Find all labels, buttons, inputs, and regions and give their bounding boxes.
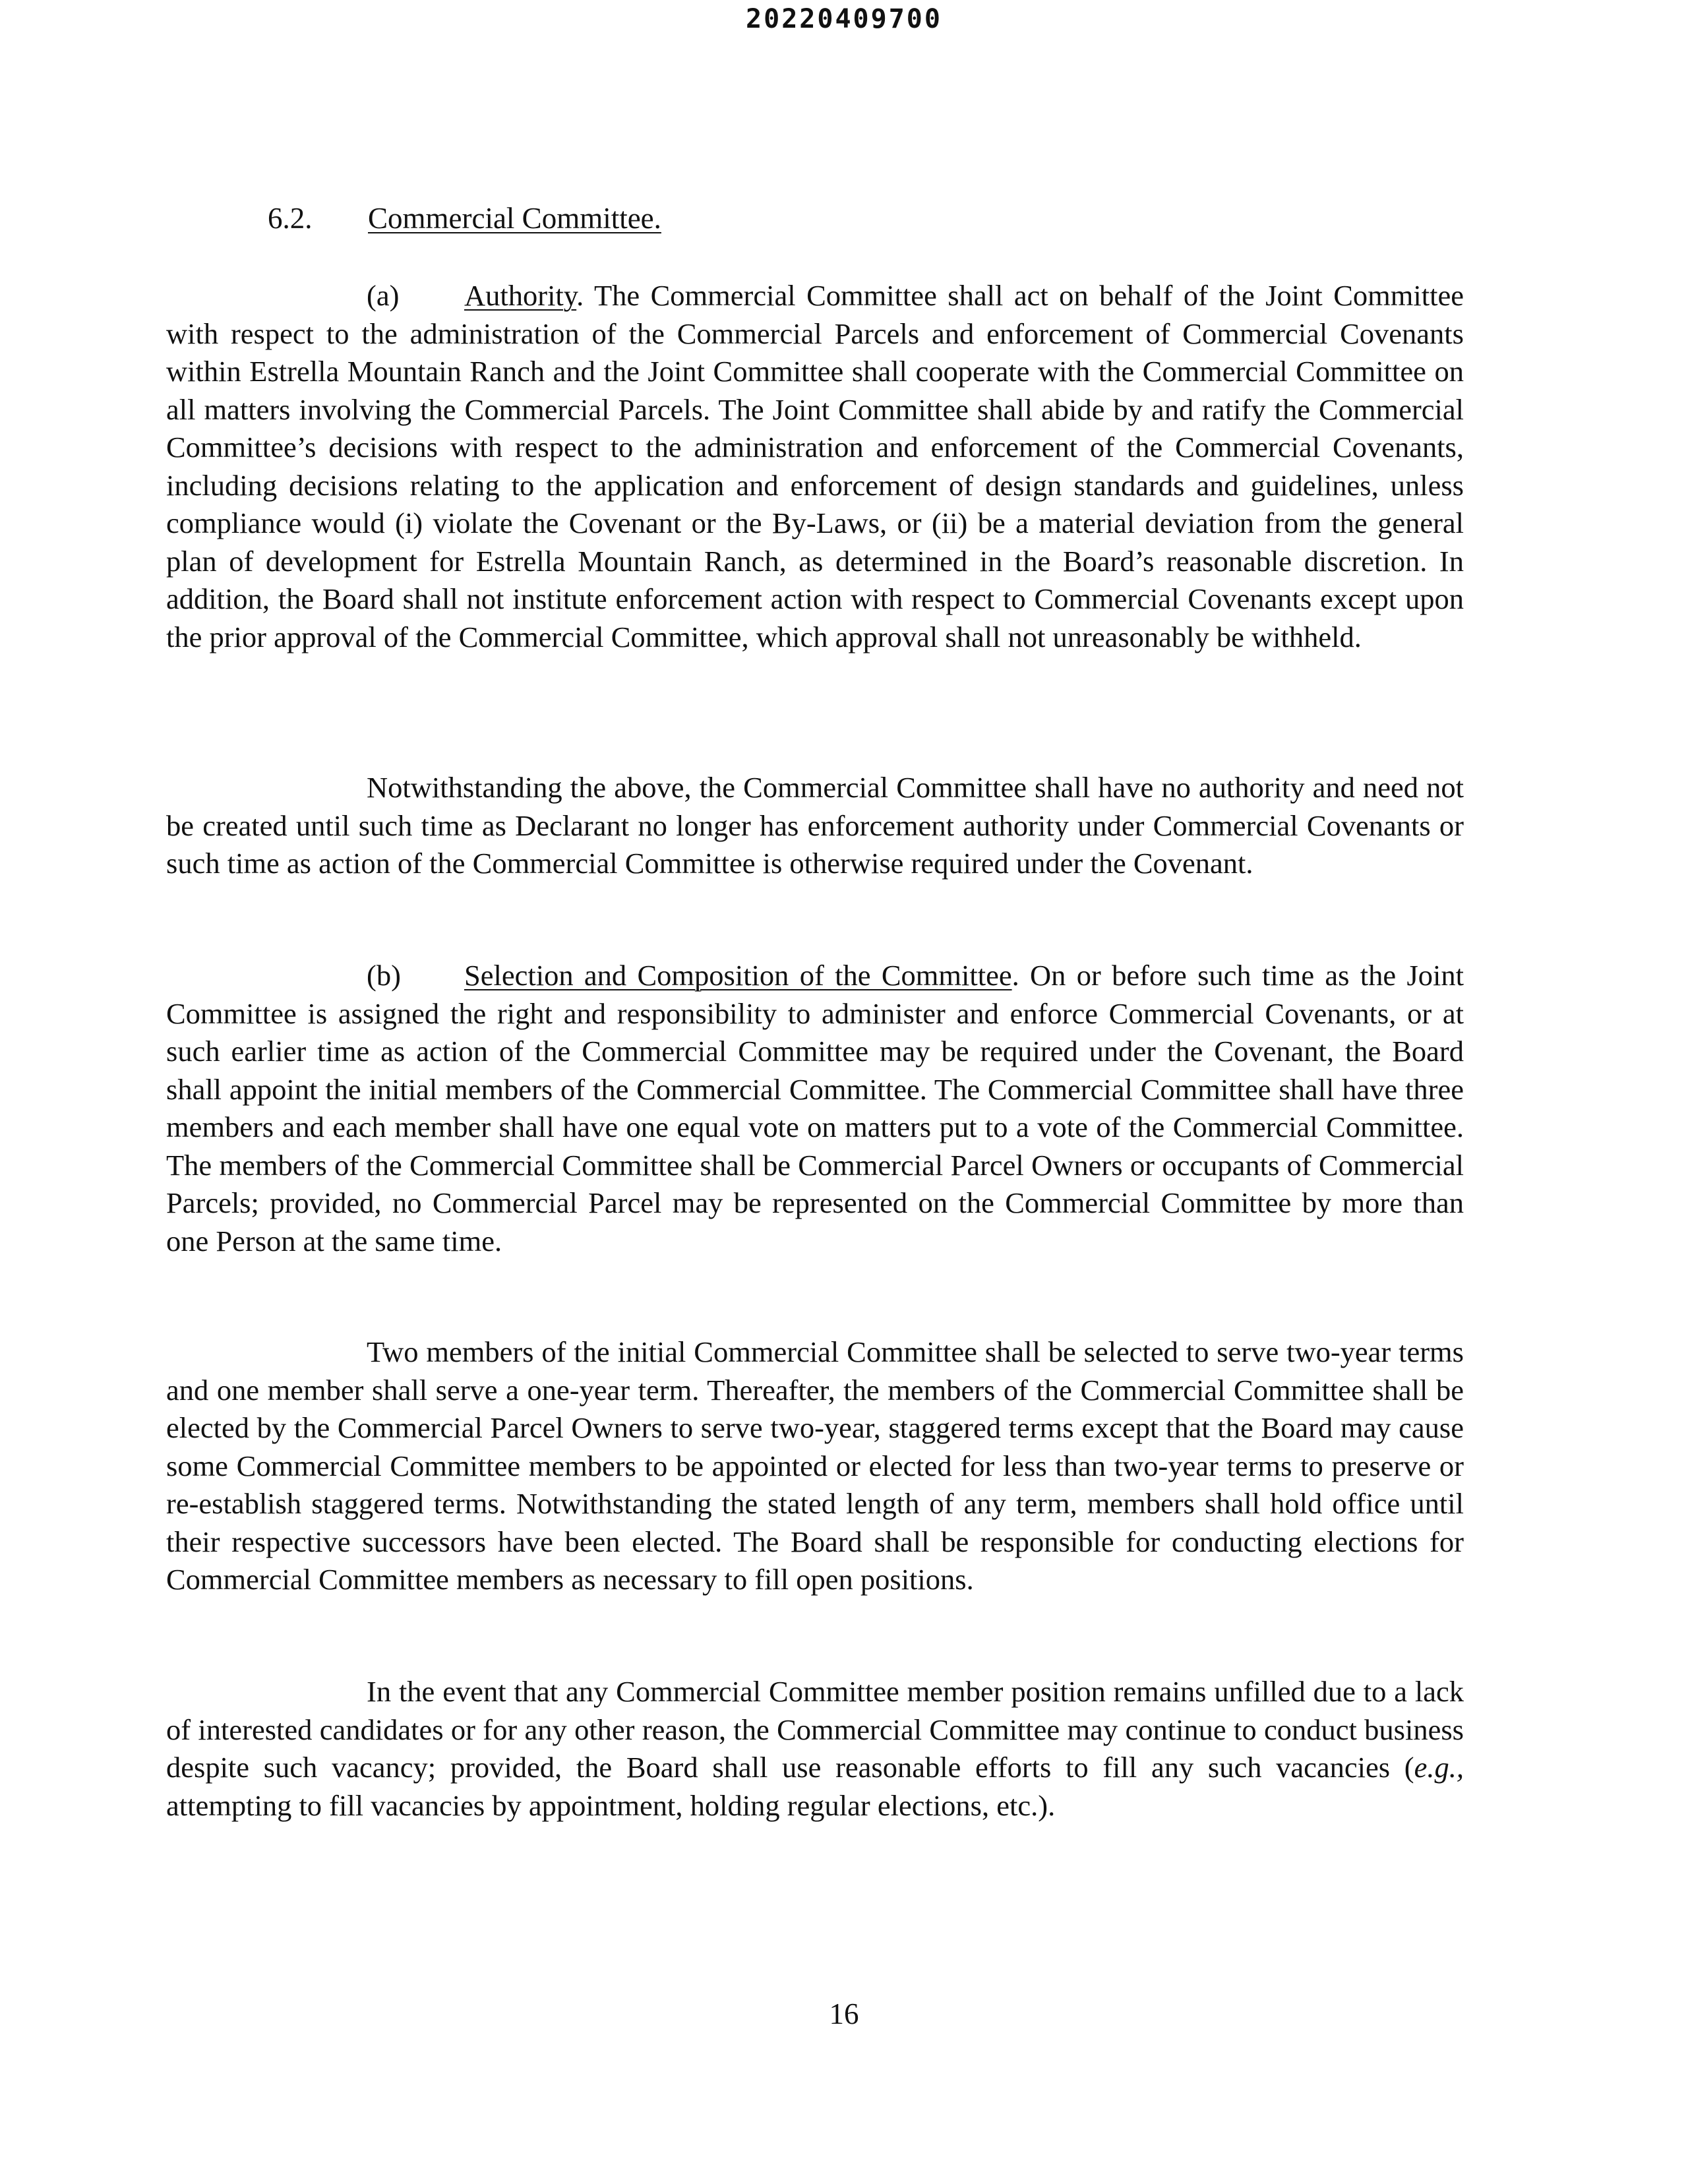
section-number: 6.2. — [268, 202, 313, 235]
recording-number: 20220409700 — [746, 4, 942, 34]
vacancy-text-end: attempting to fill vacancies by appointment, holding regular elections, etc.). — [166, 1788, 1056, 1822]
section-heading — [268, 200, 661, 237]
section-title: Commercial Committee. — [368, 202, 661, 235]
subsection-b-terms-paragraph: Two members of the initial Commercial Committee shall be selected to serve two-year terms and one member shall serve a one-year term. Thereafter, the members of the Commercial Committee shall be elected by the Commercial Parcel Owners to serve two-year, staggered terms except that the Board may cause some Commercial Committee members to be appointed or elected for less than two-year terms to preserve or re-establish staggered terms. Notwithstanding the stated length of any term, members shall hold office until their respective successors have been elected. The Board shall be responsible for conducting elections for Commercial Committee members as necessary to fill open positions. — [166, 1335, 1464, 1596]
subsection-a-text: . The Commercial Committee shall act on behalf of the Joint Committee with respect to the administration of the Commercial Parcels and enforcement of Commercial Covenants within Estrella Mountain Ranch and the Joint Committee shall cooperate with the Commercial Committee on all matters involving the Commercial Parcels. The Joint Committee shall abide by and ratify the Commercial Committee’s decisions with respect to the administration and enforcement of the Commercial Covenants, including decisions relating to the application and enforcement of design standards and guidelines, unless compliance would (i) violate the Covenant or the By-Laws, or (ii) be a material deviation from the general plan of development for Estrella Mountain Ranch, as determined in the Board’s reasonable discretion. In addition, the Board shall not institute enforcement action with respect to Commercial Covenants except upon the prior approval of the Commercial Committee, which approval shall not unreasonably be withheld. — [166, 279, 1464, 653]
vacancy-text-eg: e.g., — [1414, 1751, 1464, 1784]
page-number: 16 — [829, 1997, 859, 2030]
subsection-a-paragraph — [166, 277, 1464, 656]
vacancy-text-start: In the event that any Commercial Committee member position remains unfilled due to a lack of interested candidates or for any other reason, the Commercial Committee may continue to conduct business despite such vacancy; provided, the Board shall use reasonable efforts to fill any such vacancies ( — [166, 1675, 1464, 1784]
subsection-a-label: (a) — [367, 279, 400, 312]
subsection-b-heading: Selection and Composition of the Committee — [464, 959, 1012, 992]
subsection-b-label: (b) — [367, 959, 401, 992]
subsection-a-heading: Authority — [464, 279, 577, 312]
subsection-b-vacancy-paragraph — [166, 1673, 1464, 1825]
subsection-a-notwithstanding-paragraph: Notwithstanding the above, the Commercial Committee shall have no authority and need not be created until such time as Declarant no longer has enforcement authority under Commercial Covenants or such time as action of the Commercial Committee is otherwise required under the Covenant. — [166, 771, 1464, 880]
subsection-b-text: . On or before such time as the Joint Committee is assigned the right and responsibility to administer and enforce Commercial Covenants, or at such earlier time as action of the Commercial Committee may be required under the Covenant, the Board shall appoint the initial members of the Commercial Committee. The Commercial Committee shall have three members and each member shall have one equal vote on matters put to a vote of the Commercial Committee. The members of the Commercial Committee shall be Commercial Parcel Owners or occupants of Commercial Parcels; provided, no Commercial Parcel may be represented on the Commercial Committee by more than one Person at the same time. — [166, 959, 1464, 1258]
subsection-b-paragraph — [166, 957, 1464, 1260]
